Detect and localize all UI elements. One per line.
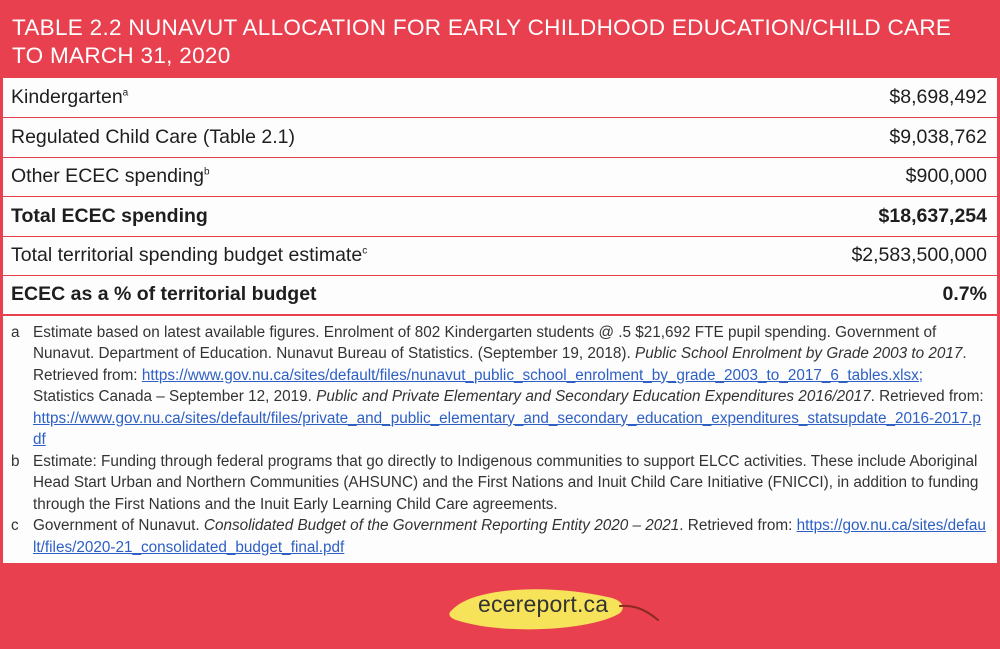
footnote-text: Estimate based on latest available figures. Enrolment of 802 Kindergarten students @ .5 $21,692 FTE pupil spending. Government of Nunavut. Department of Education. Nunavut Bureau of Statistics. (September 19, 2018). Public School Enrolment by Grade 2003 to 2017. Retrieved from: https://www.gov.nu.ca/sites/default/files/nunavut_public_school_enrolment_by_grade_2003_to_2017_6_tables.xlsx; Statistics Canada – September 12, 2019. Public and Private Elementary and Secondary Education Expenditures 2016/2017. Retrieved from: https://www.gov.nu.ca/sites/default/files/private_and_public_elementary_and_secondary_education_expenditures_statsupdate_2016-2017.pdf [33,323,984,448]
table-row-total [3,197,997,237]
footer [0,563,1000,649]
source-link[interactable]: https://gov.nu.ca/sites/default/files/2020-21_consolidated_budget_final.pdf [33,517,986,556]
table-row [3,78,997,118]
row-value: $9,038,762 [708,118,997,158]
table-row-percentage [3,276,997,314]
footnote-mark: b [11,452,20,470]
row-value: $8,698,492 [708,78,997,118]
row-value: $2,583,500,000 [708,236,997,276]
footnote-ref: a [122,87,129,99]
source-link[interactable]: https://www.gov.nu.ca/sites/default/files/nunavut_public_school_enrolment_by_grade_2003_to_2017_6_tables.xlsx; [141,366,924,384]
table-row [3,157,997,197]
footnote-text: Estimate: Funding through federal programs that go directly to Indigenous communities to support ELCC activities. These include Aboriginal Head Start Urban and Northern Communities (AHSUNC) and the First Nations and Inuit Child Care Initiative (FNICCI), in addition to funding through the First Nations and the Inuit Early Learning Child Care agreements. [33,452,979,513]
footnote-a [11,322,987,451]
row-label: Total ECEC spending [3,197,708,237]
row-label: Total territorial spending budget estimate$^c$ [3,236,708,276]
row-value: $18,637,254 [708,197,997,237]
row-label: Regulated Child Care (Table 2.1) [3,118,708,158]
row-label: Other ECEC spending$^b$ [3,157,708,197]
footnote-mark: a [11,323,20,341]
table-row [3,236,997,276]
footnote-mark: c [11,517,19,534]
row-label: ECEC as a % of territorial budget [11,283,317,306]
table-panel [3,78,997,563]
table-title-line-2: TO MARCH 31, 2020 [12,43,231,68]
allocation-table [3,78,997,314]
row-label: Kindergarten$^a$ [3,78,708,118]
footnote-ref: b [203,166,210,178]
table-title-line-1: TABLE 2.2 NUNAVUT ALLOCATION FOR EARLY CHILDHOOD EDUCATION/CHILD CARE [12,15,952,40]
footnote-text: Government of Nunavut. Consolidated Budget of the Government Reporting Entity 2020 – 2021. Retrieved from: https://gov.nu.ca/sites/default/files/2020-21_consolidated_budget_final.pdf [33,517,986,556]
site-logo[interactable]: ecereport.ca [478,591,609,617]
footnote-b [11,451,987,516]
table-header [0,0,1000,78]
source-link[interactable]: https://www.gov.nu.ca/sites/default/files/private_and_public_elementary_and_secondary_education_expenditures_statsupdate_2016-2017.pdf [33,409,981,448]
table-row [3,118,997,158]
row-value: $900,000 [708,157,997,197]
footnotes [3,314,997,559]
footnote-c [11,515,987,558]
footnote-ref: c [362,245,368,257]
row-value: 0.7% [942,283,987,306]
